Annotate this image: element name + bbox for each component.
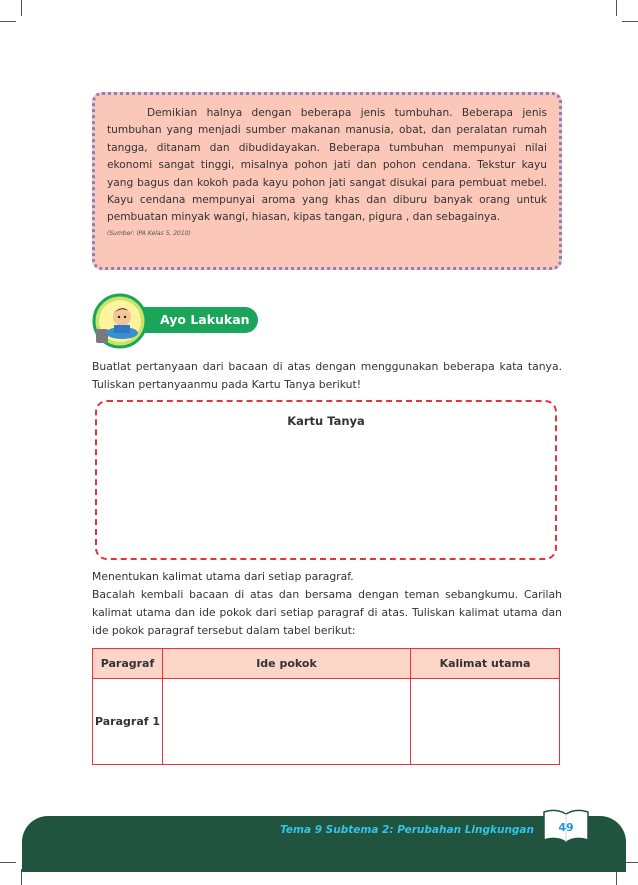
crop-mark [0, 862, 16, 863]
question-card-title: Kartu Tanya [287, 414, 365, 428]
crop-mark [21, 0, 22, 16]
task-heading: Menentukan kalimat utama dari setiap paragraf. [92, 570, 354, 583]
kalimat-utama-cell[interactable] [411, 679, 560, 765]
header-ide-pokok: Ide pokok [163, 649, 411, 679]
main-idea-table [92, 648, 560, 765]
reading-text: Demikian halnya dengan beberapa jenis tumbuhan. Beberapa jenis tumbuhan yang menjadi sumber makanan manusia, obat, dan peralatan rumah tangga, ditanam dan dibudidayakan. Beberapa tumbuhan mempunyai nilai ekonomi sangat tinggi, misalnya pohon jati dan pohon cendana. Tekstur kayu yang bagus dan kokoh pada kayu pohon jati sangat disukai para pembuat mebel. Kayu cendana mempunyai aroma yang khas dan diburu banyak orang untuk pembuatan minyak wangi, hiasan, kipas tangan, pigura , dan sebagainya. [107, 107, 547, 224]
crop-mark [616, 0, 617, 16]
reading-source: (Sumber: IPA Kelas 5, 2010) [107, 229, 191, 237]
student-illustration-icon [92, 293, 150, 349]
row-label: Paragraf 1 [93, 679, 163, 765]
activity-badge [92, 293, 262, 349]
reading-box [92, 92, 562, 270]
header-kalimat-utama: Kalimat utama [411, 649, 560, 679]
activity-label: Ayo Lakukan [136, 307, 258, 333]
header-paragraf: Paragraf [93, 649, 163, 679]
question-card[interactable] [95, 400, 557, 560]
page-footer [22, 816, 626, 872]
ide-pokok-cell[interactable] [163, 679, 411, 765]
crop-mark [622, 21, 638, 22]
activity-instruction: Buatlat pertanyaan dari bacaan di atas dengan menggunakan beberapa kata tanya. Tuliskan pertanyaanmu pada Kartu Tanya berikut! [92, 360, 562, 391]
task-instruction: Bacalah kembali bacaan di atas dan bersama dengan teman sebangkumu. Carilah kalimat utama dan ide pokok dari setiap paragraf di atas. Tuliskan kalimat utama dan ide pokok paragraf tersebut dalam tabel berikut: [92, 588, 562, 637]
page-number: 49 [558, 821, 574, 834]
footer-theme-text: Tema 9 Subtema 2: Perubahan Lingkungan [280, 824, 534, 836]
crop-mark [0, 21, 16, 22]
table-row [93, 679, 560, 765]
